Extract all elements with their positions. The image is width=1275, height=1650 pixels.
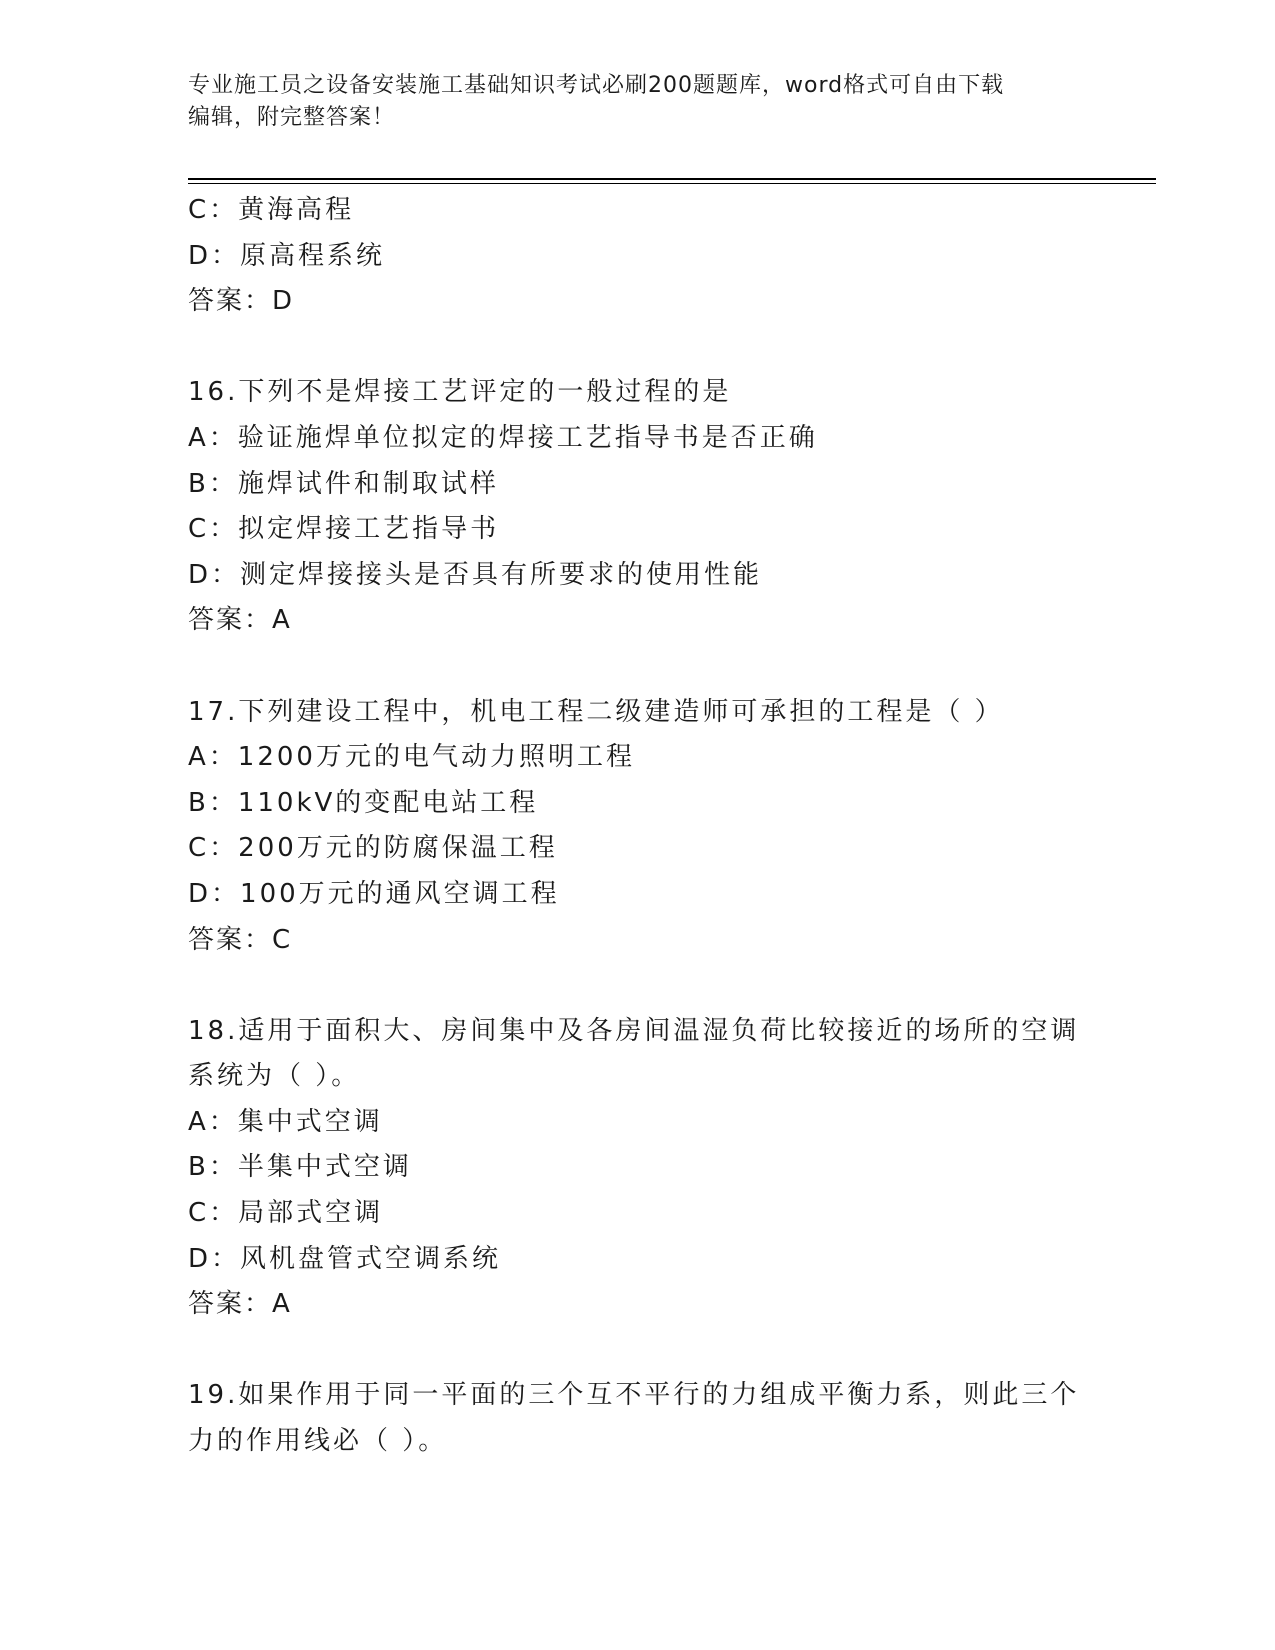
question-text-line-2: 力的作用线必（ ）。 [188,1426,448,1457]
option-d: D：测定焊接接头是否具有所要求的使用性能 [188,559,763,590]
answer-label: 答案：A [188,1289,292,1320]
option-b: B：110kV的变配电站工程 [188,787,539,818]
option-c: C：200万元的防腐保温工程 [188,833,558,864]
question-18 [188,1009,1088,1328]
option-b: B：半集中式空调 [188,1152,412,1183]
question-19 [188,1373,1088,1464]
option-d: D：风机盘管式空调系统 [188,1243,502,1274]
question-text: 17.下列建设工程中，机电工程二级建造师可承担的工程是（ ） [188,696,1004,727]
option-d: D：100万元的通风空调工程 [188,878,560,909]
option-a: A：集中式空调 [188,1106,383,1137]
question-text-line-2: 系统为（ ）。 [188,1061,361,1092]
header-divider-thick [188,178,1156,180]
question-text-line-1: 19.如果作用于同一平面的三个互不平行的力组成平衡力系，则此三个 [188,1380,1080,1411]
header-title-line-1: 专业施工员之设备安装施工基础知识考试必刷200题题库，word格式可自由下载 [188,73,1005,98]
option-a: A：1200万元的电气动力照明工程 [188,742,635,773]
question-15-tail [188,188,1088,325]
question-text: 16.下列不是焊接工艺评定的一般过程的是 [188,377,732,408]
question-text-line-1: 18.适用于面积大、房间集中及各房间温湿负荷比较接近的场所的空调 [188,1015,1080,1046]
question-17 [188,690,1088,964]
question-16 [188,370,1088,644]
spacer [188,963,1088,1009]
question-list [188,188,1088,1465]
answer-label: 答案：D [188,286,295,317]
option-b: B：施焊试件和制取试样 [188,468,499,499]
option-c: C：拟定焊接工艺指导书 [188,514,500,545]
spacer [188,325,1088,371]
answer-label: 答案：A [188,605,292,636]
option-a: A：验证施焊单位拟定的焊接工艺指导书是否正确 [188,422,818,453]
option-d: D：原高程系统 [188,240,386,271]
spacer [188,1328,1088,1374]
option-c: C：局部式空调 [188,1198,384,1229]
header-divider-thin [188,183,1156,184]
document-header [188,70,1068,134]
option-c: C：黄海高程 [188,195,355,225]
header-title-line-2: 编辑，附完整答案！ [188,105,396,130]
spacer [188,644,1088,690]
answer-label: 答案：C [188,924,293,955]
